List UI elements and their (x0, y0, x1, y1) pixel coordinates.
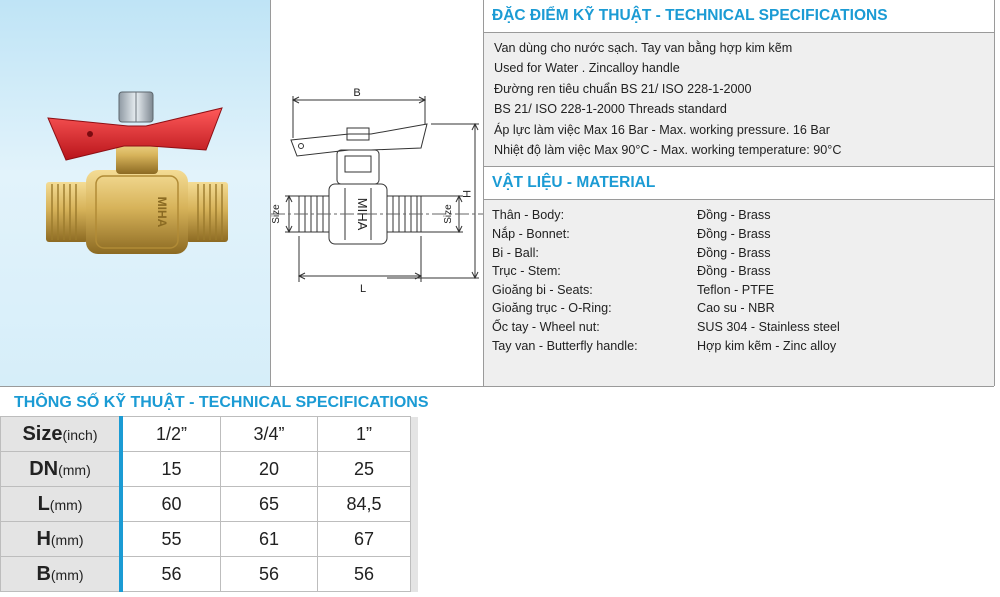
material-part: Trục - Stem: (492, 264, 561, 279)
material-row (492, 206, 994, 225)
table-row (1, 522, 418, 557)
material-value: Cao su - NBR (697, 301, 775, 316)
table-cell: 56 (221, 557, 318, 592)
table-row (1, 417, 418, 452)
material-row (492, 337, 994, 356)
spec-line: Van dùng cho nước sạch. Tay van bằng hợp kim kẽm (494, 41, 793, 55)
row-label-name: B (36, 562, 51, 585)
material-row (492, 299, 994, 318)
ball-valve-photo (0, 0, 270, 386)
spec-line: Đường ren tiêu chuẩn BS 21/ ISO 228-1-2000 (494, 81, 752, 96)
material-value: Đồng - Brass (697, 208, 771, 223)
table-cell: 61 (221, 522, 318, 557)
material-row (492, 244, 994, 263)
material-row (492, 225, 994, 244)
table-cell: 3/4” (221, 417, 318, 452)
row-label-name: Size (22, 422, 63, 445)
row-label-name: H (36, 527, 51, 550)
table-cell: 56 (121, 557, 221, 592)
material-title: VẬT LIỆU - MATERIAL (484, 166, 994, 200)
spec-table-title: THÔNG SỐ KỸ THUẬT - TECHNICAL SPECIFICATIONS (0, 386, 994, 416)
material-part: Ốc tay - Wheel nut: (492, 319, 600, 334)
technical-drawing-panel (271, 0, 484, 386)
spec-line: Áp lực làm việc Max 16 Bar - Max. working pressure. 16 Bar (494, 122, 830, 137)
material-value: Hợp kim kẽm - Zinc alloy (697, 338, 837, 353)
table-row (1, 452, 418, 487)
table-cell: 55 (121, 522, 221, 557)
table-cell: 60 (121, 487, 221, 522)
material-part: Bi - Ball: (492, 245, 539, 260)
dim-label-size-right: Size (443, 204, 454, 224)
brand-mark: MIHA (155, 196, 169, 228)
material-part: Gioăng trục - O-Ring: (492, 301, 612, 316)
row-label-unit: (mm) (50, 531, 84, 548)
dim-label-b: B (353, 87, 361, 99)
row-label-unit: (mm) (50, 566, 84, 583)
valve-dimension-drawing (271, 0, 483, 386)
material-list (484, 200, 994, 355)
table-edge (411, 452, 418, 487)
material-value: Teflon - PTFE (697, 282, 774, 297)
table-edge (411, 557, 418, 592)
row-label (1, 487, 122, 522)
row-label-name: L (37, 492, 50, 515)
material-row (492, 318, 994, 337)
table-cell: 84,5 (318, 487, 411, 522)
spec-table (0, 416, 418, 592)
table-edge (411, 487, 418, 522)
table-edge (411, 522, 418, 557)
spec-line: BS 21/ ISO 228-1-2000 Threads standard (494, 102, 727, 117)
material-part: Thân - Body: (492, 208, 565, 223)
dim-label-size-left: Size (271, 204, 282, 224)
table-cell: 1/2” (121, 417, 221, 452)
spec-line: Nhiệt độ làm việc Max 90°C - Max. working temperature: 90°C (494, 142, 842, 157)
material-part: Nắp - Bonnet: (492, 226, 570, 241)
material-part: Tay van - Butterfly handle: (492, 338, 638, 353)
row-label-unit: (mm) (49, 496, 83, 513)
table-cell: 1” (318, 417, 411, 452)
technical-specs-list (484, 33, 994, 166)
material-value: Đồng - Brass (697, 245, 771, 260)
row-label (1, 417, 122, 452)
product-photo-panel (0, 0, 271, 386)
material-value: Đồng - Brass (697, 226, 771, 241)
table-cell: 15 (121, 452, 221, 487)
table-cell: 20 (221, 452, 318, 487)
specification-panel (484, 0, 995, 386)
table-cell: 56 (318, 557, 411, 592)
table-cell: 25 (318, 452, 411, 487)
table-row (1, 557, 418, 592)
material-part: Gioăng bi - Seats: (492, 282, 593, 297)
dim-label-l: L (359, 283, 367, 295)
table-edge (411, 417, 418, 452)
table-cell: 65 (221, 487, 318, 522)
valve-body (86, 170, 188, 254)
row-label-unit: (inch) (62, 426, 98, 443)
row-label (1, 452, 122, 487)
material-value: Đồng - Brass (697, 264, 771, 279)
dim-label-h: H (460, 190, 472, 198)
table-cell: 67 (318, 522, 411, 557)
material-row (492, 262, 994, 281)
row-label-unit: (mm) (58, 461, 91, 478)
drawing-brand-mark: MIHA (355, 197, 370, 231)
material-value: SUS 304 - Stainless steel (697, 319, 840, 334)
table-row (1, 487, 418, 522)
row-label-name: DN (29, 457, 59, 480)
spec-line: Used for Water . Zincalloy handle (494, 61, 680, 76)
row-label (1, 557, 122, 592)
technical-specs-title: ĐẶC ĐIỂM KỸ THUẬT - TECHNICAL SPECIFICATIONS (484, 0, 994, 33)
row-label (1, 522, 122, 557)
material-row (492, 281, 994, 300)
